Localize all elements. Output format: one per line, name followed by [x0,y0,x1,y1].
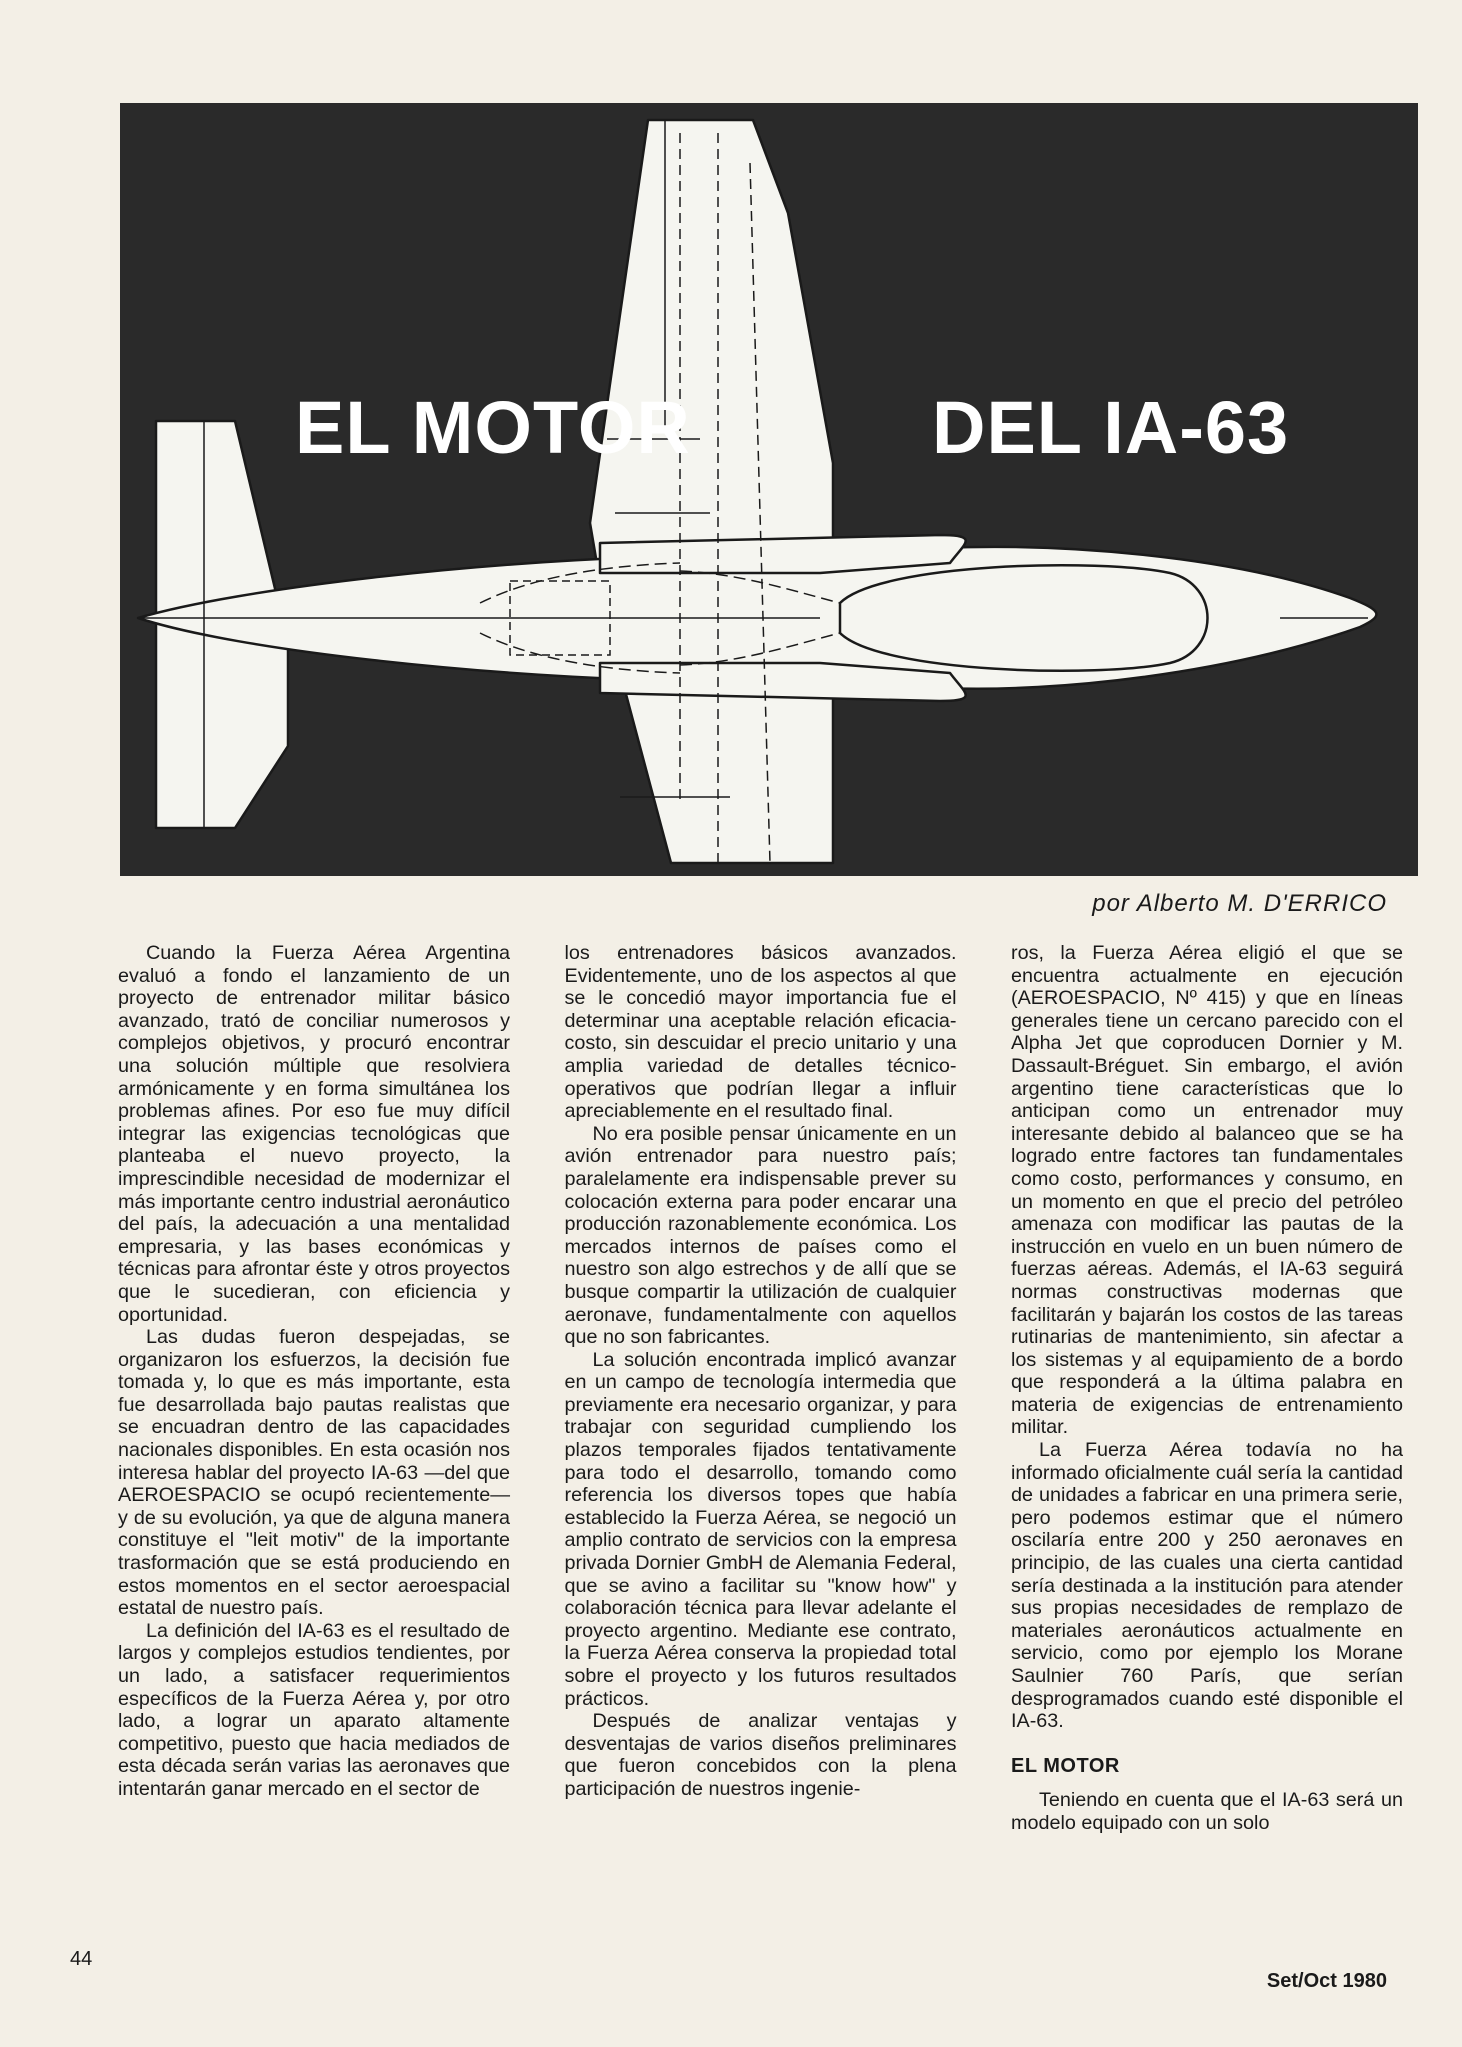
issue-date: Set/Oct 1980 [1266,1970,1387,1992]
column-3 [1011,942,1403,1942]
author-byline: por Alberto M. D'ERRICO [1092,890,1387,917]
canopy [840,565,1208,671]
paragraph: ros, la Fuerza Aérea eligió el que se encuentra actualmente en ejecución (AEROESPACIO, Nº 415) y que en líneas generales tiene un cercano parecido con el Alpha Jet que coproducen Dornier y M. Dassault-Bréguet. Sin embargo, el avión argentino tiene características que lo anticipan como un entrenador muy interesante debido al balanceo que se ha logrado entre factores tan fundamentales como costo, performances y consumo, en un momento en que el precio del petróleo amenaza con modificar las pautas de la instrucción en vuelo en un buen número de fuerzas aéreas. Además, el IA-63 seguirá normas constructivas modernas que facilitarán y bajarán los costos de las tareas rutinarias de mantenimiento, sin afectar a los sistemas y al equipamiento de a bordo que responderá a la última palabra en materia de exigencias de entrenamiento militar. [1011,942,1403,1439]
paragraph: Teniendo en cuenta que el IA-63 será un modelo equipado con un solo [1011,1789,1403,1834]
section-heading: EL MOTOR [1011,1754,1120,1777]
article-body [118,942,1403,1942]
paragraph: La definición del IA-63 es el resultado de largos y complejos estudios tendientes, por un lado, a satisfacer requerimientos específicos de la Fuerza Aérea y, por otro lado, a lograr un aparato altamente competitivo, puesto que hacia mediados de esta década serán varias las aeronaves que intentarán ganar mercado en el sector de [118,1619,510,1800]
main-wing [590,120,833,863]
column-2 [565,942,957,1942]
aircraft-planform-drawing [120,103,1418,876]
paragraph: Las dudas fueron despejadas, se organizaron los esfuerzos, la decisión fue tomada y, lo que es más importante, esta fue desarrollada bajo pautas realistas que se encuadran dentro de las capacidades nacionales disponibles. En esta ocasión nos interesa hablar del proyecto IA-63 —del que AEROESPACIO se ocupó recientemente— y de su evolución, ya que de alguna manera constituye el "leit motiv" de la importante trasformación que se está produciendo en estos momentos en el sector aeroespacial estatal de nuestro país. [118,1326,510,1620]
title-part-right: DEL IA-63 [932,386,1290,469]
paragraph: La Fuerza Aérea todavía no ha informado oficialmente cuál sería la cantidad de unidades a fabricar en una primera serie, pero podemos estimar que el número oscilaría entre 200 y 250 aeronaves en principio, de las cuales una cierta cantidad sería destinada a la institución para atender sus propias necesidades de remplazo de materiales aeronáuticos actualmente en servicio, como por ejemplo los Morane Saulnier 760 París, que serían desprogramados cuando esté disponible el IA-63. [1011,1439,1403,1733]
column-1 [118,942,510,1942]
page-number: 44 [70,1948,93,1970]
paragraph: La solución encontrada implicó avanzar en un campo de tecnología intermedia que previamente era necesario organizar, y para trabajar con seguridad cumpliendo los plazos temporales fijados tentativamente para todo el desarrollo, tomando como referencia los diversos topes que había establecido la Fuerza Aérea, se negoció un amplio contrato de servicios con la empresa privada Dornier GmbH de Alemania Federal, que se avino a facilitar su "know how" y colaboración técnica para llevar adelante el proyecto argentino. Mediante ese contrato, la Fuerza Aérea conserva la propiedad total sobre el proyecto y los futuros resultados prácticos. [564,1348,957,1710]
paragraph: los entrenadores básicos avanzados. Evidentemente, uno de los aspectos al que se le concedió mayor importancia fue el determinar una aceptable relación eficacia-costo, sin descuidar el precio unitario y una amplia variedad de detalles técnico-operativos que podrían llegar a influir apreciablemente en el resultado final. [564,942,957,1123]
paragraph: No era posible pensar únicamente en un avión entrenador para nuestro país; paralelamente era indispensable prever su colocación externa para poder encarar una producción razonablemente económica. Los mercados internos de países como el nuestro son algo estrechos y de allí que se busque compartir la utilización de cualquier aeronave, fundamentalmente con aquellos que no son fabricantes. [564,1122,957,1349]
paragraph: Cuando la Fuerza Aérea Argentina evaluó a fondo el lanzamiento de un proyecto de entrenador militar básico avanzado, trató de conciliar numerosos y complejos objetivos, y procuró encontrar una solución múltiple que resolviera armónicamente y en forma simultánea los problemas afines. Por eso fue muy difícil integrar las exigencias tecnológicas que planteaba el nuevo proyecto, la imprescindible necesidad de modernizar el más importante centro industrial aeronáutico del país, la adecuación a una mentalidad empresaria, y las bases económicas y técnicas para afrontar éste y otros proyectos que le sucedieran, con eficiencia y oportunidad. [118,942,510,1326]
paragraph: Después de analizar ventajas y desventajas de varios diseños preliminares que fueron concebidos con la plena participación de nuestros ingenie- [564,1710,957,1800]
title-part-left: EL MOTOR [295,386,691,469]
hero-illustration [120,103,1418,876]
